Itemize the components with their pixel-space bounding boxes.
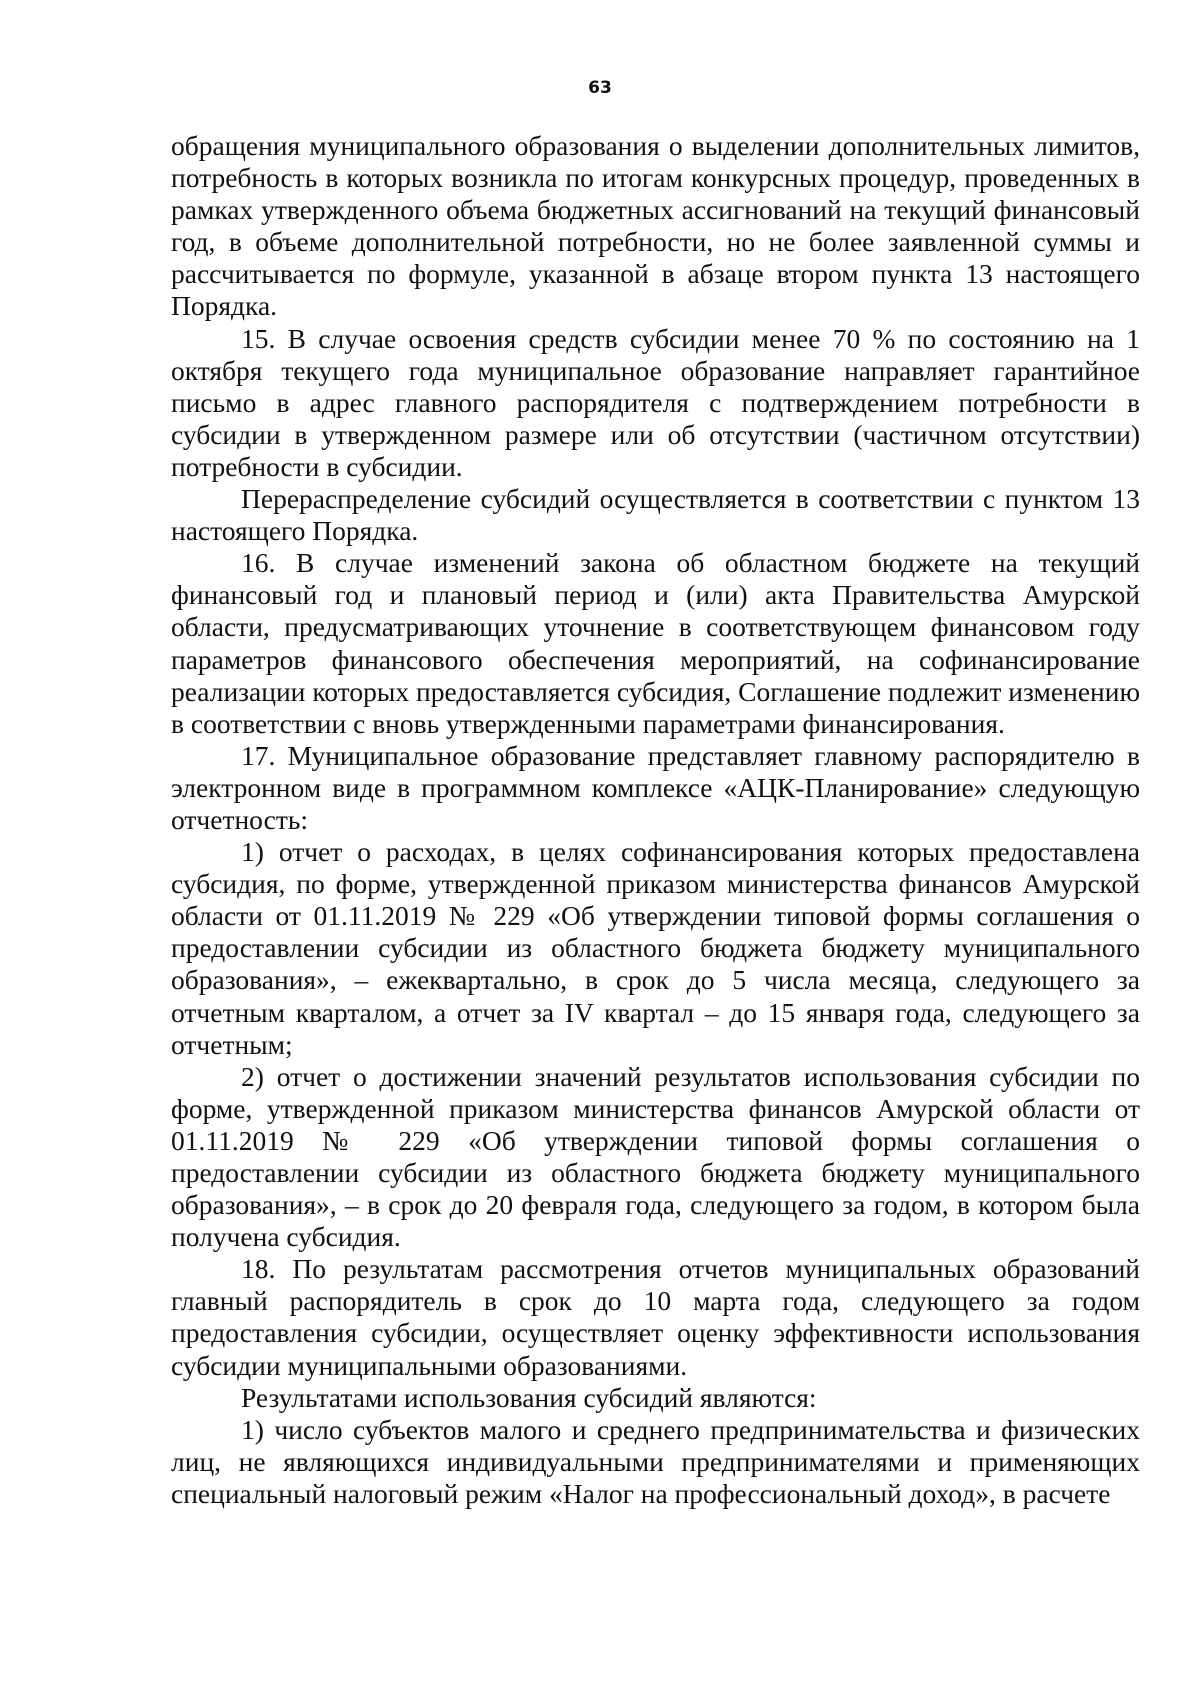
paragraph-item-17: 17. Муниципальное образование представляет главному распорядителю в электронном виде в программном комплексе «АЦК-Планирование» следующую отчетность: [171, 739, 1140, 835]
paragraph-results-sub-1: 1) число субъектов малого и среднего предпринимательства и физических лиц, не являющихся индивидуальными предпринимателями и применяющих специальный налоговый режим «Налог на профессиональный доход», в расчете [171, 1413, 1140, 1509]
paragraph-results-heading: Результатами использования субсидий являются: [241, 1381, 817, 1413]
paragraph-continuation: обращения муниципального образования о выделении дополнительных лимитов, потребность в которых возникла по итогам конкурсных процедур, проведенных в рамках утвержденного объема бюджетных ассигнований на текущий финансовый год, в объеме дополнительной потребности, но не более заявленной суммы и рассчитывается по формуле, указанной в абзаце втором пункта 13 настоящего Порядка. [171, 130, 1140, 322]
document-body [171, 130, 1140, 1510]
paragraph-item-17-sub-1: 1) отчет о расходах, в целях софинансирования которых предоставлена субсидия, по форме, утвержденной приказом министерства финансов Амурской области от 01.11.2019 № 229 «Об утверждении типовой формы соглашения о предоставлении субсидии из областного бюджета бюджету муниципального образования», – ежеквартально, в срок до 5 числа месяца, следующего за отчетным кварталом, а отчет за IV квартал – до 15 января года, следующего за отчетным; [171, 836, 1140, 1060]
paragraph-item-18: 18. По результатам рассмотрения отчетов муниципальных образований главный распорядитель в срок до 10 марта года, следующего за годом предоставления субсидии, осуществляет оценку эффективности использования субсидии муниципальными образованиями. [171, 1253, 1140, 1381]
paragraph-item-16: 16. В случае изменений закона об областном бюджете на текущий финансовый год и плановый период и (или) акта Правительства Амурской области, предусматривающих уточнение в соответствующем финансовом году параметров финансового обеспечения мероприятий, на софинансирование реализации которых предоставляется субсидия, Соглашение подлежит изменению в соответствии с вновь утвержденными параметрами финансирования. [171, 547, 1140, 739]
paragraph-redistribution: Перераспределение субсидий осуществляется в соответствии с пунктом 13 настоящего Порядка. [171, 483, 1140, 547]
page-number: 63 [588, 78, 612, 98]
paragraph-item-15: 15. В случае освоения средств субсидии менее 70 % по состоянию на 1 октября текущего года муниципальное образование направляет гарантийное письмо в адрес главного распорядителя с подтверждением потребности в субсидии в утвержденном размере или об отсутствии (частичном отсутствии) потребности в субсидии. [171, 322, 1140, 482]
paragraph-item-17-sub-2: 2) отчет о достижении значений результатов использования субсидии по форме, утвержденной приказом министерства финансов Амурской области от 01.11.2019 № 229 «Об утверждении типовой формы соглашения о предоставлении субсидии из областного бюджета бюджету муниципального образования», – в срок до 20 февраля года, следующего за годом, в котором была получена субсидия. [171, 1060, 1140, 1253]
